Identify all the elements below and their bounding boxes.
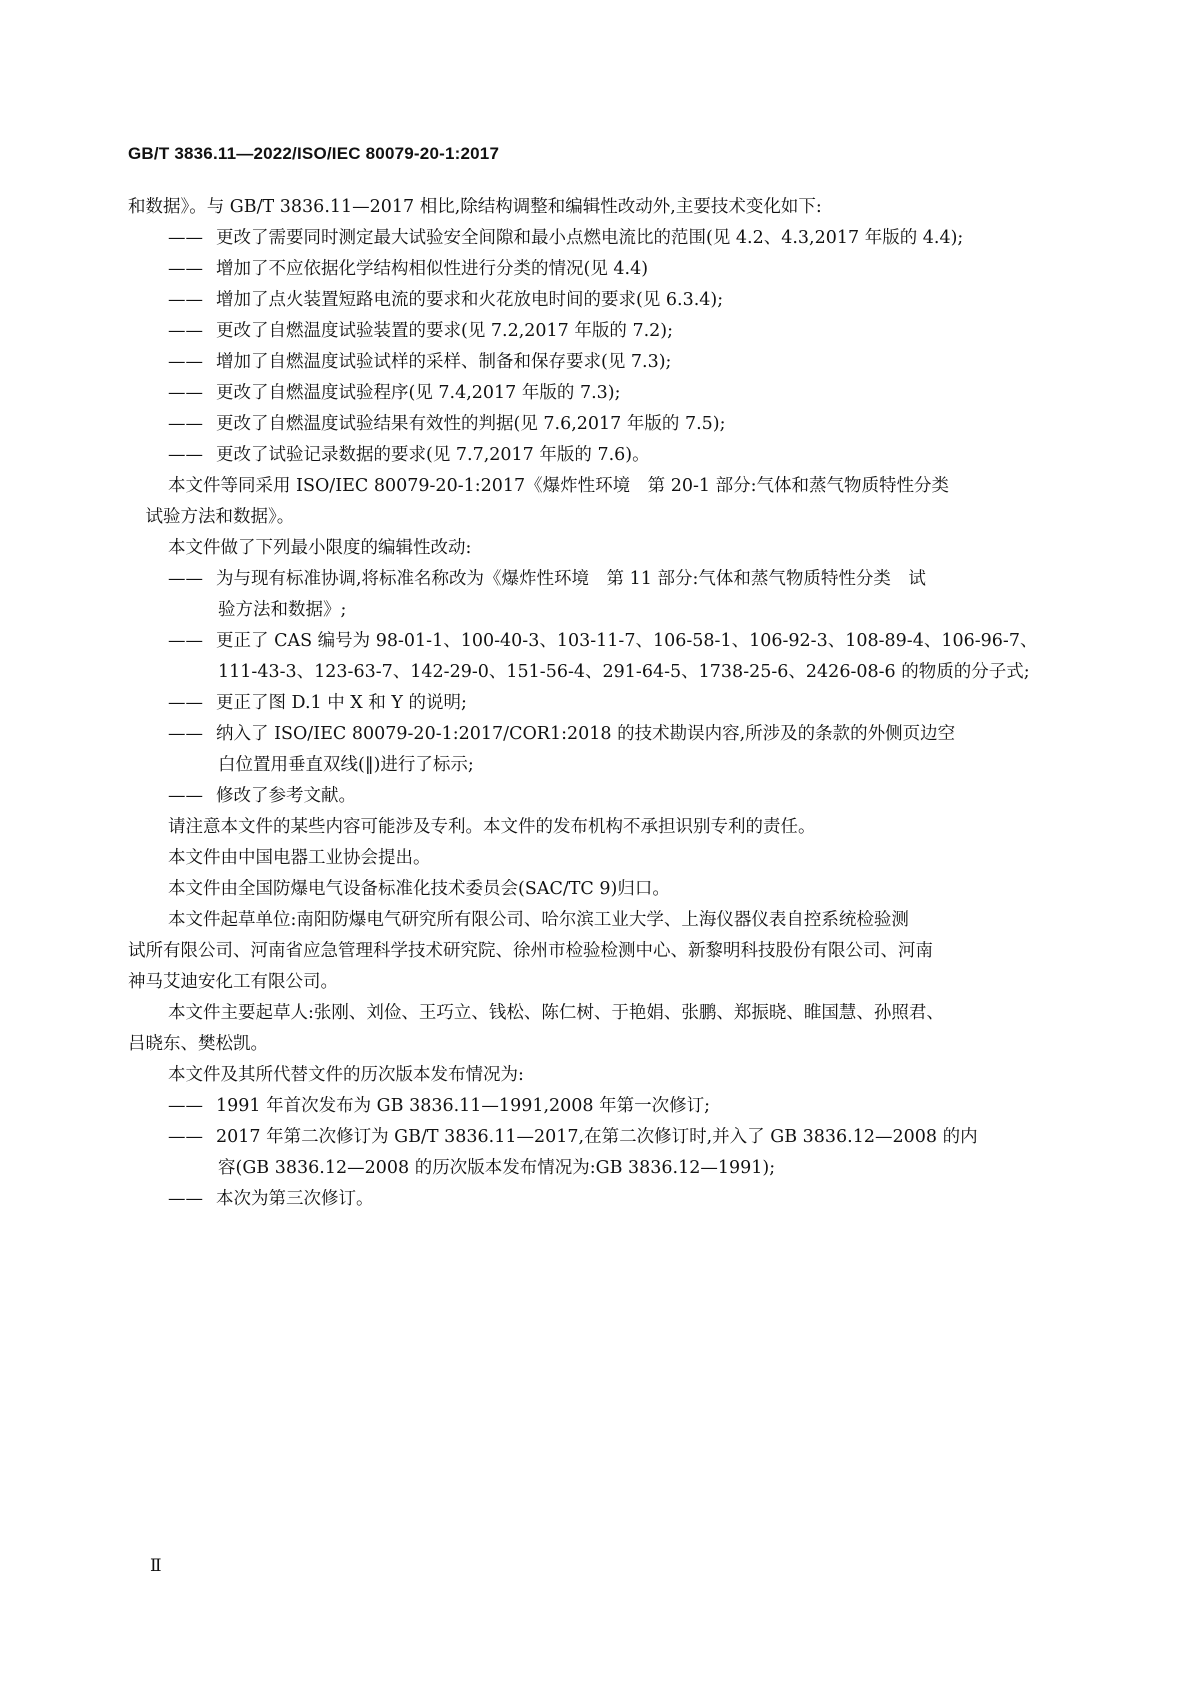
text-line	[128, 1060, 1065, 1091]
text-line	[128, 1184, 1065, 1215]
text-line	[128, 1029, 1065, 1060]
text-line	[128, 905, 1065, 936]
text-line	[128, 378, 1065, 409]
text-line	[128, 657, 1065, 688]
line-text: 本文件主要起草人:张刚、刘俭、王巧立、钱松、陈仁树、于艳娟、张鹏、郑振晓、睢国慧、孙照君、	[168, 1003, 944, 1023]
text-line	[128, 750, 1065, 781]
list-dash: ——	[168, 383, 203, 403]
line-text: 更改了自燃温度试验程序(见 7.4,2017 年版的 7.3);	[216, 383, 621, 403]
line-text: 本文件等同采用 ISO/IEC 80079-20-1:2017《爆炸性环境 第 20-1 部分:气体和蒸气物质特性分类	[168, 476, 950, 496]
line-text: 为与现有标准协调,将标准名称改为《爆炸性环境 第 11 部分:气体和蒸气物质特性分类 试	[216, 569, 926, 589]
document-header: GB/T 3836.11—2022/ISO/IEC 80079-20-1:2017	[128, 144, 500, 163]
line-text: 本次为第三次修订。	[216, 1189, 374, 1209]
line-text: 更改了需要同时测定最大试验安全间隙和最小点燃电流比的范围(见 4.2、4.3,2017 年版的 4.4);	[216, 228, 964, 248]
line-text: 修改了参考文献。	[216, 786, 356, 806]
line-text: 增加了不应依据化学结构相似性进行分类的情况(见 4.4)	[216, 259, 649, 279]
page-number: Ⅱ	[150, 1556, 162, 1576]
line-text: 更正了图 D.1 中 X 和 Y 的说明;	[216, 693, 467, 713]
text-line	[128, 688, 1065, 719]
list-dash: ——	[168, 259, 203, 279]
document-body	[128, 192, 1065, 1215]
text-line	[128, 316, 1065, 347]
line-text: 白位置用垂直双线(‖)进行了标示;	[218, 755, 474, 775]
line-text: 增加了点火装置短路电流的要求和火花放电时间的要求(见 6.3.4);	[216, 290, 724, 310]
line-text: 更正了 CAS 编号为 98-01-1、100-40-3、103-11-7、106-58-1、106-92-3、108-89-4、106-96-7、	[216, 631, 1038, 651]
line-text: 本文件做了下列最小限度的编辑性改动:	[168, 538, 472, 558]
list-dash: ——	[168, 352, 203, 372]
text-line	[128, 347, 1065, 378]
text-line	[128, 1153, 1065, 1184]
line-text: 本文件由全国防爆电气设备标准化技术委员会(SAC/TC 9)归口。	[168, 879, 670, 899]
line-text: 1991 年首次发布为 GB 3836.11—1991,2008 年第一次修订;	[216, 1096, 711, 1116]
line-text: 更改了自燃温度试验结果有效性的判据(见 7.6,2017 年版的 7.5);	[216, 414, 726, 434]
list-dash: ——	[168, 724, 203, 744]
text-line	[128, 223, 1065, 254]
line-text: 验方法和数据》;	[218, 600, 347, 620]
list-dash: ——	[168, 786, 203, 806]
line-text: 请注意本文件的某些内容可能涉及专利。本文件的发布机构不承担识别专利的责任。	[168, 817, 816, 837]
line-text: 本文件及其所代替文件的历次版本发布情况为:	[168, 1065, 524, 1085]
line-text: 试验方法和数据》。	[128, 507, 295, 527]
text-line	[128, 812, 1065, 843]
text-line	[128, 874, 1065, 905]
line-text: 和数据》。与 GB/T 3836.11—2017 相比,除结构调整和编辑性改动外,主要技术变化如下:	[128, 197, 822, 217]
text-line	[128, 1091, 1065, 1122]
text-line	[128, 254, 1065, 285]
line-text: 本文件由中国电器工业协会提出。	[168, 848, 431, 868]
list-dash: ——	[168, 228, 203, 248]
list-dash: ——	[168, 1127, 203, 1147]
text-line	[128, 285, 1065, 316]
list-dash: ——	[168, 445, 203, 465]
text-line	[128, 471, 1065, 502]
line-text: 增加了自燃温度试验试样的采样、制备和保存要求(见 7.3);	[216, 352, 672, 372]
text-line	[128, 564, 1065, 595]
text-line	[128, 626, 1065, 657]
list-dash: ——	[168, 321, 203, 341]
list-dash: ——	[168, 1189, 203, 1209]
text-line	[128, 998, 1065, 1029]
line-text: 2017 年第二次修订为 GB/T 3836.11—2017,在第二次修订时,并入了 GB 3836.12—2008 的内	[216, 1127, 978, 1147]
text-line	[128, 936, 1065, 967]
line-text: 神马艾迪安化工有限公司。	[128, 972, 338, 992]
text-line	[128, 533, 1065, 564]
line-text: 更改了自燃温度试验装置的要求(见 7.2,2017 年版的 7.2);	[216, 321, 673, 341]
line-text: 纳入了 ISO/IEC 80079-20-1:2017/COR1:2018 的技术勘误内容,所涉及的条款的外侧页边空	[216, 724, 956, 744]
line-text: 吕晓东、樊松凯。	[128, 1034, 268, 1054]
line-text: 容(GB 3836.12—2008 的历次版本发布情况为:GB 3836.12—1991);	[218, 1158, 776, 1178]
text-line	[128, 595, 1065, 626]
line-text: 更改了试验记录数据的要求(见 7.7,2017 年版的 7.6)。	[216, 445, 650, 465]
text-line	[128, 967, 1065, 998]
line-text: 试所有限公司、河南省应急管理科学技术研究院、徐州市检验检测中心、新黎明科技股份有限公司、河南	[128, 941, 933, 961]
text-line	[128, 192, 1065, 223]
text-line	[128, 719, 1065, 750]
line-text: 111-43-3、123-63-7、142-29-0、151-56-4、291-64-5、1738-25-6、2426-08-6 的物质的分子式;	[218, 662, 1030, 682]
list-dash: ——	[168, 693, 203, 713]
list-dash: ——	[168, 1096, 203, 1116]
text-line	[128, 781, 1065, 812]
list-dash: ——	[168, 290, 203, 310]
list-dash: ——	[168, 569, 203, 589]
list-dash: ——	[168, 414, 203, 434]
text-line	[128, 440, 1065, 471]
line-text: 本文件起草单位:南阳防爆电气研究所有限公司、哈尔滨工业大学、上海仪器仪表自控系统检验测	[168, 910, 909, 930]
list-dash: ——	[168, 631, 203, 651]
text-line	[128, 502, 1065, 533]
text-line	[128, 1122, 1065, 1153]
text-line	[128, 409, 1065, 440]
text-line	[128, 843, 1065, 874]
